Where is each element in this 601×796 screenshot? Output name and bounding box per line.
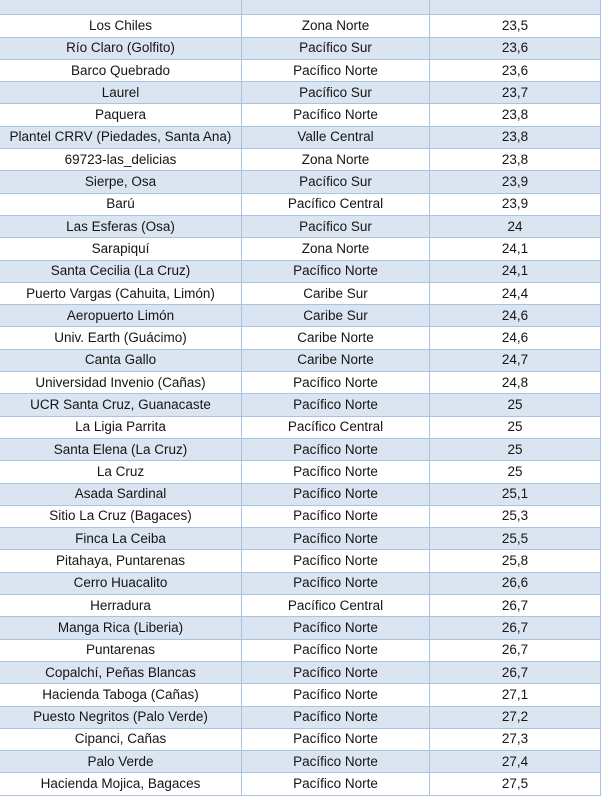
table-row: [0, 394, 601, 416]
region-cell[interactable]: Pacífico Norte: [242, 706, 430, 728]
region-cell[interactable]: Valle Central: [242, 126, 430, 148]
value-cell[interactable]: 27,4: [430, 751, 601, 773]
region-cell[interactable]: Caribe Norte: [242, 349, 430, 371]
table-row: [0, 595, 601, 617]
region-cell[interactable]: Pacífico Norte: [242, 773, 430, 795]
station-cell[interactable]: Puesto Negritos (Palo Verde): [0, 706, 242, 728]
table-row: [0, 372, 601, 394]
value-cell[interactable]: 26,6: [430, 572, 601, 594]
region-cell[interactable]: Pacífico Norte: [242, 572, 430, 594]
table-row: [0, 483, 601, 505]
region-cell[interactable]: Pacífico Norte: [242, 684, 430, 706]
value-cell[interactable]: 25: [430, 438, 601, 460]
table-row: [0, 0, 601, 15]
value-cell[interactable]: 27,2: [430, 706, 601, 728]
station-cell[interactable]: Aeropuerto Limón: [0, 305, 242, 327]
table-row: [0, 59, 601, 81]
value-cell[interactable]: 24,6: [430, 305, 601, 327]
station-cell[interactable]: Hacienda Mojica, Bagaces: [0, 773, 242, 795]
table-row: [0, 751, 601, 773]
region-cell[interactable]: Pacífico Norte: [242, 461, 430, 483]
region-cell[interactable]: Pacífico Norte: [242, 104, 430, 126]
station-cell[interactable]: Hacienda Taboga (Cañas): [0, 684, 242, 706]
table-row: [0, 282, 601, 304]
table-row: [0, 684, 601, 706]
region-cell[interactable]: Pacífico Norte: [242, 617, 430, 639]
table-row: [0, 149, 601, 171]
station-cell[interactable]: Finca La Ceiba: [0, 528, 242, 550]
table-row: [0, 661, 601, 683]
station-cell[interactable]: Sarapiquí: [0, 238, 242, 260]
value-cell[interactable]: 23,8: [430, 126, 601, 148]
value-cell[interactable]: 26,7: [430, 617, 601, 639]
table-row: [0, 505, 601, 527]
region-cell[interactable]: [242, 0, 430, 15]
table-row: [0, 193, 601, 215]
value-cell[interactable]: 23,6: [430, 37, 601, 59]
value-cell[interactable]: [430, 0, 601, 15]
region-cell[interactable]: Pacífico Sur: [242, 171, 430, 193]
station-cell[interactable]: Plantel CRRV (Piedades, Santa Ana): [0, 126, 242, 148]
region-cell[interactable]: Caribe Norte: [242, 327, 430, 349]
station-cell[interactable]: Paquera: [0, 104, 242, 126]
table-row: [0, 215, 601, 237]
region-cell[interactable]: Pacífico Central: [242, 595, 430, 617]
value-cell[interactable]: 25: [430, 416, 601, 438]
value-cell[interactable]: 24,6: [430, 327, 601, 349]
value-cell[interactable]: 24,1: [430, 238, 601, 260]
table-row: [0, 416, 601, 438]
region-cell[interactable]: Pacífico Norte: [242, 751, 430, 773]
station-cell[interactable]: Laurel: [0, 82, 242, 104]
station-cell[interactable]: Río Claro (Golfito): [0, 37, 242, 59]
region-cell[interactable]: Caribe Sur: [242, 282, 430, 304]
value-cell[interactable]: 25,5: [430, 528, 601, 550]
table-row: [0, 550, 601, 572]
station-cell[interactable]: [0, 0, 242, 15]
table-row: [0, 126, 601, 148]
value-cell[interactable]: 23,9: [430, 171, 601, 193]
value-cell[interactable]: 24,7: [430, 349, 601, 371]
table-row: [0, 37, 601, 59]
region-cell[interactable]: Pacífico Norte: [242, 728, 430, 750]
value-cell[interactable]: 25,8: [430, 550, 601, 572]
station-cell[interactable]: Santa Elena (La Cruz): [0, 438, 242, 460]
region-cell[interactable]: Pacífico Norte: [242, 528, 430, 550]
station-cell[interactable]: Las Esferas (Osa): [0, 215, 242, 237]
station-cell[interactable]: Universidad Invenio (Cañas): [0, 372, 242, 394]
region-cell[interactable]: Pacífico Norte: [242, 394, 430, 416]
value-cell[interactable]: 24,4: [430, 282, 601, 304]
table-row: [0, 104, 601, 126]
station-cell[interactable]: Palo Verde: [0, 751, 242, 773]
region-cell[interactable]: Pacífico Norte: [242, 483, 430, 505]
station-cell[interactable]: Cipanci, Cañas: [0, 728, 242, 750]
value-cell[interactable]: 27,1: [430, 684, 601, 706]
region-cell[interactable]: Caribe Sur: [242, 305, 430, 327]
station-cell[interactable]: Puerto Vargas (Cahuita, Limón): [0, 282, 242, 304]
value-cell[interactable]: 26,7: [430, 595, 601, 617]
value-cell[interactable]: 23,6: [430, 59, 601, 81]
station-cell[interactable]: Copalchí, Peñas Blancas: [0, 661, 242, 683]
value-cell[interactable]: 24,1: [430, 260, 601, 282]
station-cell[interactable]: Sitio La Cruz (Bagaces): [0, 505, 242, 527]
region-cell[interactable]: Pacífico Norte: [242, 260, 430, 282]
region-cell[interactable]: Zona Norte: [242, 15, 430, 37]
value-cell[interactable]: 24,8: [430, 372, 601, 394]
table-row: [0, 327, 601, 349]
station-cell[interactable]: La Ligia Parrita: [0, 416, 242, 438]
station-cell[interactable]: Asada Sardinal: [0, 483, 242, 505]
value-cell[interactable]: 27,5: [430, 773, 601, 795]
region-cell[interactable]: Zona Norte: [242, 238, 430, 260]
station-cell[interactable]: Manga Rica (Liberia): [0, 617, 242, 639]
station-cell[interactable]: Canta Gallo: [0, 349, 242, 371]
station-cell[interactable]: Cerro Huacalito: [0, 572, 242, 594]
table-row: [0, 773, 601, 795]
table-row: [0, 171, 601, 193]
region-cell[interactable]: Pacífico Norte: [242, 661, 430, 683]
value-cell[interactable]: 25: [430, 394, 601, 416]
table-row: [0, 349, 601, 371]
station-cell[interactable]: Los Chiles: [0, 15, 242, 37]
table-row: [0, 438, 601, 460]
table-row: [0, 82, 601, 104]
table-row: [0, 305, 601, 327]
table-row: [0, 15, 601, 37]
station-cell[interactable]: Sierpe, Osa: [0, 171, 242, 193]
region-cell[interactable]: Pacífico Norte: [242, 639, 430, 661]
region-cell[interactable]: Pacífico Norte: [242, 438, 430, 460]
region-cell[interactable]: Pacífico Norte: [242, 550, 430, 572]
table-row: [0, 706, 601, 728]
table-row: [0, 528, 601, 550]
station-cell[interactable]: Puntarenas: [0, 639, 242, 661]
region-cell[interactable]: Pacífico Sur: [242, 37, 430, 59]
table-row: [0, 572, 601, 594]
region-cell[interactable]: Zona Norte: [242, 149, 430, 171]
table-row: [0, 461, 601, 483]
value-cell[interactable]: 23,9: [430, 193, 601, 215]
value-cell[interactable]: 26,7: [430, 639, 601, 661]
station-cell[interactable]: Barú: [0, 193, 242, 215]
table-row: [0, 728, 601, 750]
station-cell[interactable]: 69723-las_delicias: [0, 149, 242, 171]
table-row: [0, 260, 601, 282]
station-cell[interactable]: Barco Quebrado: [0, 59, 242, 81]
value-cell[interactable]: 25: [430, 461, 601, 483]
value-cell[interactable]: 25,1: [430, 483, 601, 505]
table-row: [0, 617, 601, 639]
region-cell[interactable]: Pacífico Central: [242, 416, 430, 438]
station-cell[interactable]: Herradura: [0, 595, 242, 617]
region-cell[interactable]: Pacífico Norte: [242, 372, 430, 394]
value-cell[interactable]: 23,5: [430, 15, 601, 37]
station-cell[interactable]: Univ. Earth (Guácimo): [0, 327, 242, 349]
station-cell[interactable]: Santa Cecilia (La Cruz): [0, 260, 242, 282]
region-cell[interactable]: Pacífico Sur: [242, 82, 430, 104]
value-cell[interactable]: 23,8: [430, 104, 601, 126]
region-cell[interactable]: Pacífico Central: [242, 193, 430, 215]
value-cell[interactable]: 23,8: [430, 149, 601, 171]
value-cell[interactable]: 23,7: [430, 82, 601, 104]
region-cell[interactable]: Pacífico Norte: [242, 59, 430, 81]
value-cell[interactable]: 26,7: [430, 661, 601, 683]
region-cell[interactable]: Pacífico Norte: [242, 505, 430, 527]
value-cell[interactable]: 24: [430, 215, 601, 237]
station-cell[interactable]: La Cruz: [0, 461, 242, 483]
region-cell[interactable]: Pacífico Sur: [242, 215, 430, 237]
table-row: [0, 238, 601, 260]
value-cell[interactable]: 27,3: [430, 728, 601, 750]
table-row: [0, 639, 601, 661]
station-cell[interactable]: Pitahaya, Puntarenas: [0, 550, 242, 572]
value-cell[interactable]: 25,3: [430, 505, 601, 527]
station-cell[interactable]: UCR Santa Cruz, Guanacaste: [0, 394, 242, 416]
